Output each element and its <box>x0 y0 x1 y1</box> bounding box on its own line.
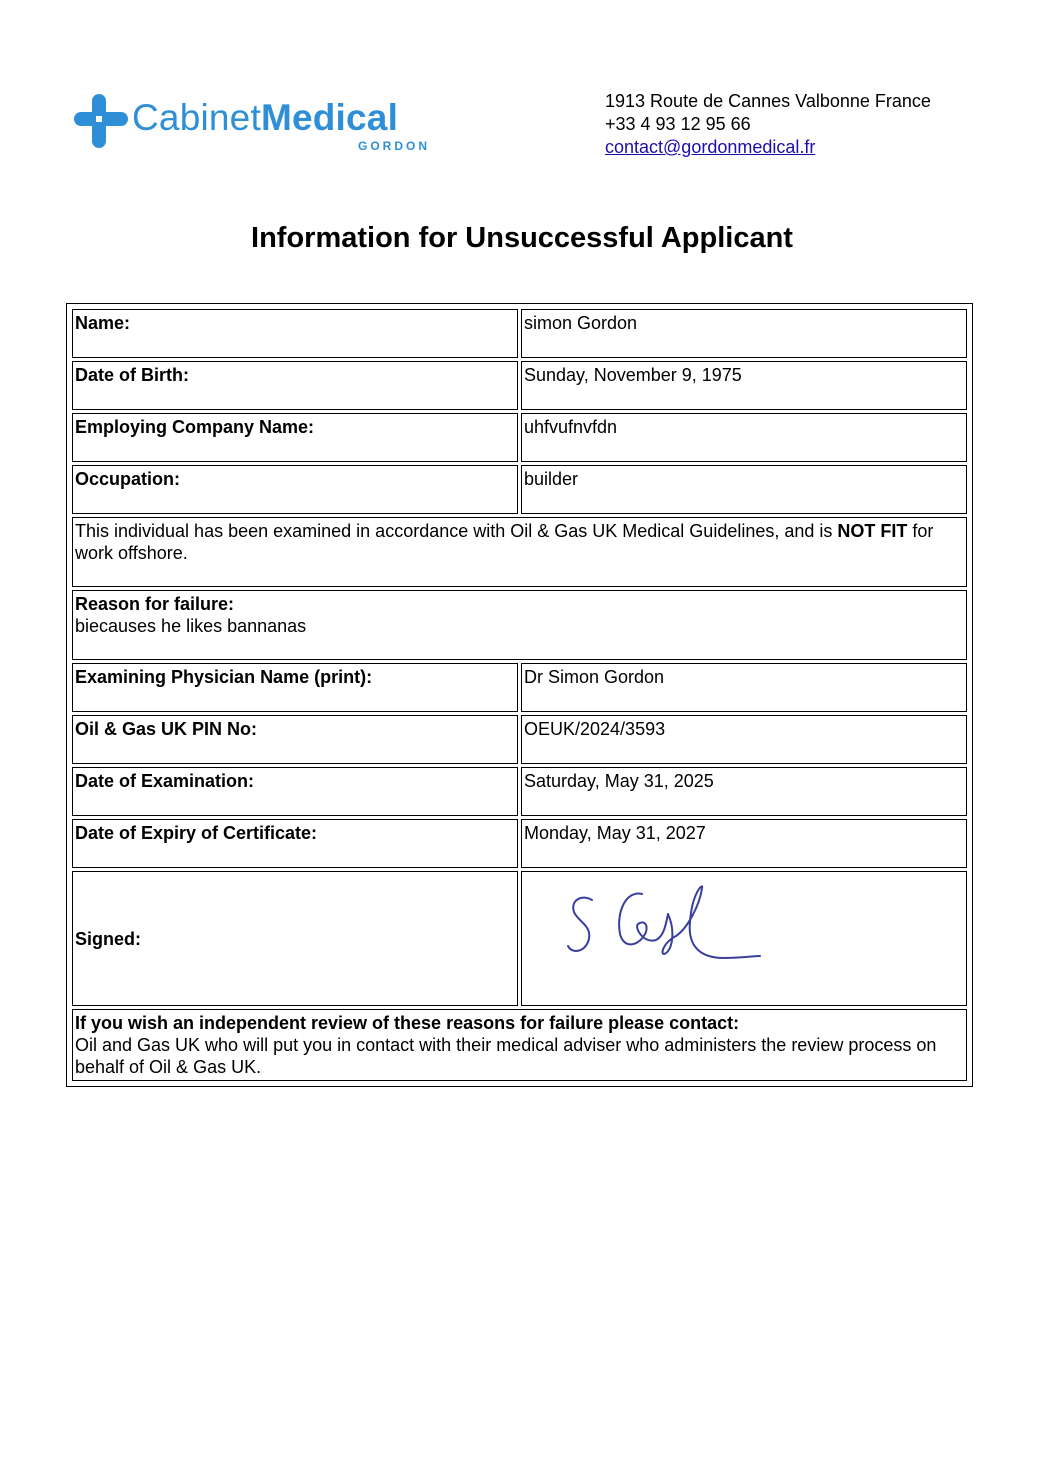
physician-value: Dr Simon Gordon <box>521 663 967 712</box>
signed-label: Signed: <box>72 871 518 1006</box>
exam-date-value: Saturday, May 31, 2025 <box>521 767 967 816</box>
applicant-form <box>66 303 973 1087</box>
medical-cross-icon <box>72 92 130 150</box>
logo-wordmark <box>132 98 398 138</box>
phone: +33 4 93 12 95 66 <box>605 114 751 134</box>
occupation-value: builder <box>521 465 967 514</box>
signature-cell <box>521 871 967 1006</box>
row-dob <box>72 361 967 410</box>
name-value: simon Gordon <box>521 309 967 358</box>
form-table <box>69 306 970 1084</box>
logo-word-cabinet: Cabinet <box>132 97 261 138</box>
logo-subtitle: GORDON <box>358 139 430 153</box>
row-company <box>72 413 967 462</box>
expiry-label: Date of Expiry of Certificate: <box>72 819 518 868</box>
occupation-label: Occupation: <box>72 465 518 514</box>
row-expiry <box>72 819 967 868</box>
not-fit-label: NOT FIT <box>837 521 908 541</box>
dob-label: Date of Birth: <box>72 361 518 410</box>
row-review <box>72 1009 967 1081</box>
review-text: Oil and Gas UK who will put you in contact with their medical adviser who administers the review process on behalf of Oil & Gas UK. <box>75 1035 937 1077</box>
row-reason <box>72 590 967 660</box>
statement-text: This individual has been examined in accordance with Oil & Gas UK Medical Guidelines, and is <box>75 521 838 541</box>
reason-value: biecauses he likes bannanas <box>75 616 307 636</box>
pin-value: OEUK/2024/3593 <box>521 715 967 764</box>
row-signed <box>72 871 967 1006</box>
page-title: Information for Unsuccessful Applicant <box>251 222 793 254</box>
exam-date-label: Date of Examination: <box>72 767 518 816</box>
row-pin <box>72 715 967 764</box>
fitness-statement <box>72 517 967 587</box>
row-exam-date <box>72 767 967 816</box>
dob-value: Sunday, November 9, 1975 <box>521 361 967 410</box>
logo-word-medical: Medical <box>260 97 399 138</box>
signature-image <box>564 882 764 972</box>
reason-cell <box>72 590 967 660</box>
company-value: uhfvufnvfdn <box>521 413 967 462</box>
row-statement <box>72 517 967 587</box>
email-link[interactable]: contact@gordonmedical.fr <box>605 137 816 157</box>
name-label: Name: <box>72 309 518 358</box>
company-label: Employing Company Name: <box>72 413 518 462</box>
address: 1913 Route de Cannes Valbonne France <box>605 91 931 111</box>
row-occupation <box>72 465 967 514</box>
reason-label: Reason for failure: <box>75 594 235 614</box>
contact-block <box>605 90 931 159</box>
row-name <box>72 309 967 358</box>
review-label: If you wish an independent review of these reasons for failure please contact: <box>75 1013 740 1033</box>
expiry-value: Monday, May 31, 2027 <box>521 819 967 868</box>
company-logo <box>72 92 452 154</box>
review-cell <box>72 1009 967 1081</box>
statement-end: for work offshore. <box>75 521 934 563</box>
physician-label: Examining Physician Name (print): <box>72 663 518 712</box>
pin-label: Oil & Gas UK PIN No: <box>72 715 518 764</box>
row-physician <box>72 663 967 712</box>
